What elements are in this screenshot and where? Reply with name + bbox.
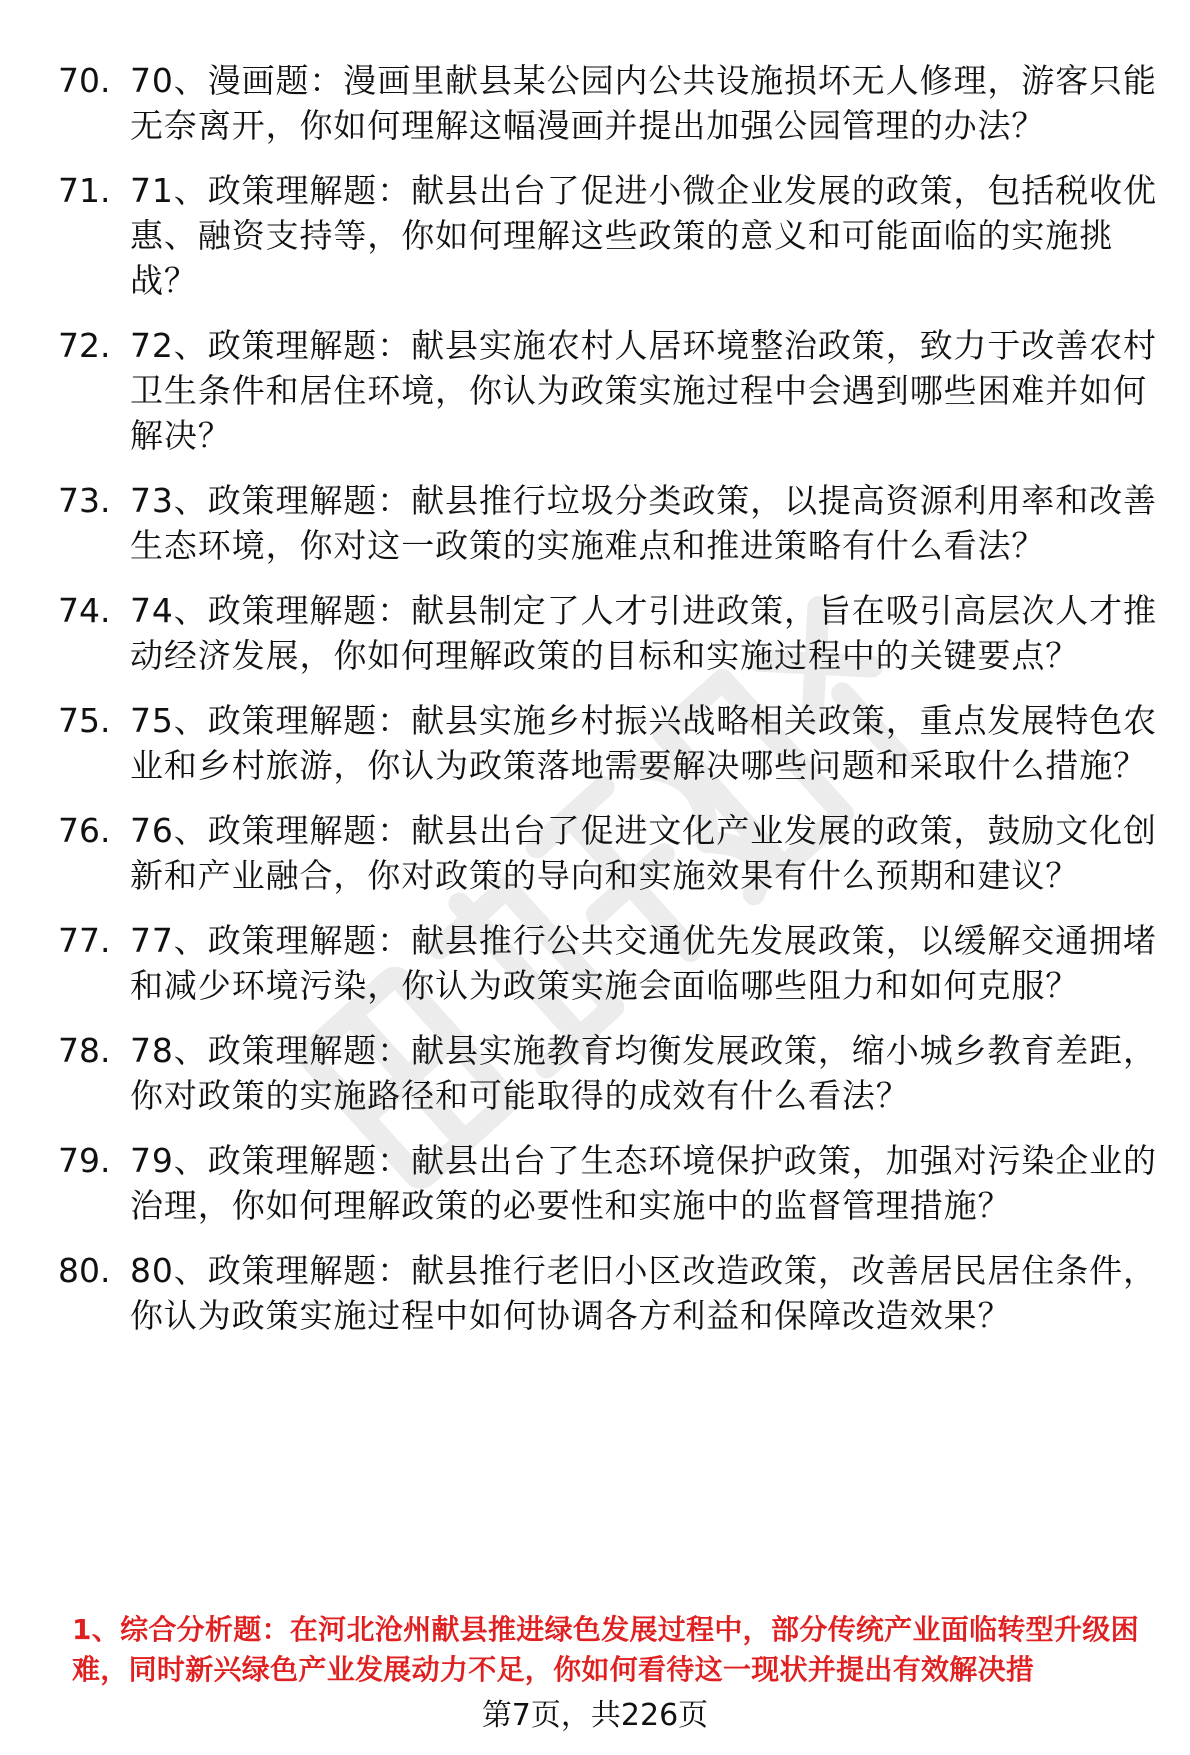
question-text: 80、政策理解题：献县推行老旧小区改造政策，改善居民居住条件，你认为政策实施过程中如何协调各方利益和保障改造效果？ [130, 1251, 1157, 1335]
question-number: 78. [58, 1031, 111, 1070]
question-item-76 [0, 808, 1190, 898]
question-item-70 [0, 58, 1190, 148]
question-text: 78、政策理解题：献县实施教育均衡发展政策，缩小城乡教育差距，你对政策的实施路径和可能取得的成效有什么看法？ [130, 1031, 1157, 1115]
question-item-74 [0, 588, 1190, 678]
question-item-79 [0, 1138, 1190, 1228]
question-text: 77、政策理解题：献县推行公共交通优先发展政策，以缓解交通拥堵和减少环境污染，你认为政策实施会面临哪些阻力和如何克服？ [130, 921, 1157, 1005]
question-list [0, 58, 1190, 1358]
question-text: 73、政策理解题：献县推行垃圾分类政策，以提高资源利用率和改善生态环境，你对这一政策的实施难点和推进策略有什么看法？ [130, 481, 1157, 565]
question-number: 73. [58, 481, 111, 520]
question-number: 79. [58, 1141, 111, 1180]
question-item-78 [0, 1028, 1190, 1118]
question-item-73 [0, 478, 1190, 568]
question-number: 72. [58, 326, 111, 365]
question-number: 75. [58, 701, 111, 740]
question-item-75 [0, 698, 1190, 788]
question-number: 74. [58, 591, 111, 630]
question-text: 79、政策理解题：献县出台了生态环境保护政策，加强对污染企业的治理，你如何理解政策的必要性和实施中的监督管理措施？ [130, 1141, 1157, 1225]
question-number: 80. [58, 1251, 111, 1290]
question-text: 71、政策理解题：献县出台了促进小微企业发展的政策，包括税收优惠、融资支持等，你如何理解这些政策的意义和可能面临的实施挑战？ [130, 171, 1157, 300]
question-number: 71. [58, 171, 111, 210]
question-text: 75、政策理解题：献县实施乡村振兴战略相关政策，重点发展特色农业和乡村旅游，你认为政策落地需要解决哪些问题和采取什么措施？ [130, 701, 1157, 785]
question-text: 70、漫画题：漫画里献县某公园内公共设施损坏无人修理，游客只能无奈离开，你如何理解这幅漫画并提出加强公园管理的办法？ [130, 61, 1157, 145]
question-item-80 [0, 1248, 1190, 1338]
question-item-72 [0, 323, 1190, 458]
question-text: 72、政策理解题：献县实施农村人居环境整治政策，致力于改善农村卫生条件和居住环境，你认为政策实施过程中会遇到哪些困难并如何解决？ [130, 326, 1157, 455]
question-number: 76. [58, 811, 111, 850]
page-footer: 第7页，共226页 [481, 1698, 709, 1733]
question-item-77 [0, 918, 1190, 1008]
question-number: 77. [58, 921, 111, 960]
question-text: 74、政策理解题：献县制定了人才引进政策，旨在吸引高层次人才推动经济发展，你如何理解政策的目标和实施过程中的关键要点？ [130, 591, 1157, 675]
question-text: 76、政策理解题：献县出台了促进文化产业发展的政策，鼓励文化创新和产业融合，你对政策的导向和实施效果有什么预期和建议？ [130, 811, 1157, 895]
highlighted-question: 1、综合分析题：在河北沧州献县推进绿色发展过程中，部分传统产业面临转型升级困难，同时新兴绿色产业发展动力不足，你如何看待这一现状并提出有效解决措 [72, 1613, 1139, 1686]
question-number: 70. [58, 61, 111, 100]
question-item-71 [0, 168, 1190, 303]
